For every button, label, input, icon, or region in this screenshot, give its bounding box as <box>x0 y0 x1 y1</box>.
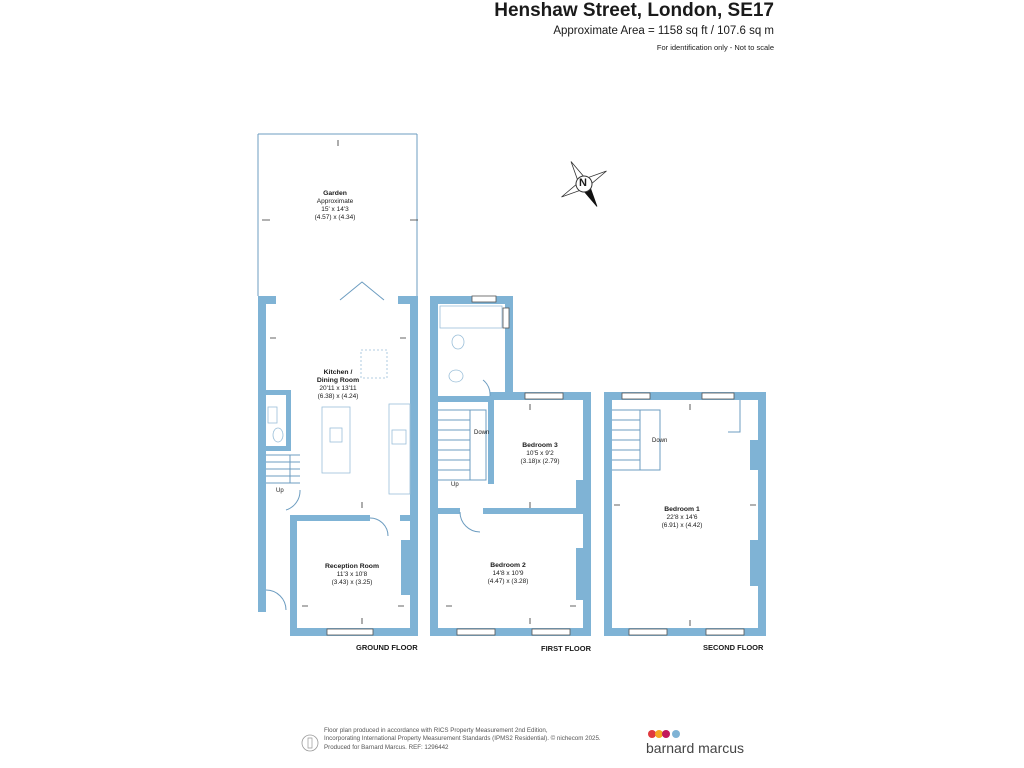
first-stairs <box>438 410 486 480</box>
second-floor-label: SECOND FLOOR <box>703 643 764 652</box>
second-right-wall <box>758 392 766 636</box>
bedroom3-left-wall <box>488 396 494 484</box>
bedroom2-dim-imperial: 14'8 x 10'9 <box>492 570 524 577</box>
hall-door <box>286 490 300 510</box>
bedroom2-label <box>468 562 548 586</box>
bifold-doors <box>340 282 384 300</box>
ground-floor-label: GROUND FLOOR <box>356 643 418 652</box>
ground-top-left-wall <box>258 296 276 304</box>
garden-name: Garden <box>323 190 347 197</box>
kitchen-dim-metric: (6.38) x (4.24) <box>317 393 359 400</box>
kitchen-name: Kitchen / <box>323 369 353 376</box>
reception-dim-metric: (3.43) x (3.25) <box>331 579 373 586</box>
bathroom-side-window <box>503 308 509 328</box>
bedroom2-door <box>460 512 480 532</box>
bathroom-window <box>472 296 496 302</box>
reception-top-wall <box>290 515 370 521</box>
bedroom3-dim-imperial: 10'5 x 9'2 <box>526 450 554 457</box>
bath <box>440 306 502 328</box>
first-stairs-down-label: Down <box>474 430 490 436</box>
second-stairs-down-label: Down <box>652 438 668 444</box>
garden-dim-imperial: 15' x 14'3 <box>321 206 349 213</box>
footer-disclaimer <box>324 727 601 752</box>
footer-line-2: Incorporating International Property Measurement Standards (IPMS2 Residential). © nichecom 2025. <box>324 735 601 743</box>
wc-top-wall <box>266 390 288 395</box>
bedroom1-name: Bedroom 1 <box>664 506 700 513</box>
bedroom1-window-bottom-right <box>706 629 744 635</box>
kitchen-name-2: Dining Room <box>316 377 360 384</box>
bedroom2-chimney <box>576 548 583 600</box>
ground-right-wall <box>410 296 418 636</box>
reception-door <box>370 518 388 536</box>
bedroom1-dim-metric: (6.91) x (4.42) <box>661 522 703 529</box>
compass-north-label: N <box>579 177 587 189</box>
reception-dim-imperial: 11'3 x 10'8 <box>336 571 368 578</box>
first-right-wall <box>583 392 591 636</box>
bathroom-door <box>483 380 490 396</box>
bedroom2-dim-metric: (4.47) x (3.28) <box>487 578 529 585</box>
bedroom1-window-right <box>702 393 734 399</box>
wc-basin <box>268 407 277 423</box>
kitchen-sink <box>330 428 342 442</box>
bedroom1-label <box>642 506 722 530</box>
bedroom1-dim-imperial: 22'8 x 14'6 <box>666 514 698 521</box>
bedroom1-window-bottom-left <box>629 629 667 635</box>
measurement-badge-icon <box>302 735 318 751</box>
reception-top-right-wall <box>400 515 418 521</box>
bedroom3-label <box>500 442 580 466</box>
landing-wall-left <box>438 508 460 514</box>
footer-line-1: Floor plan produced in accordance with RICS Property Measurement 2nd Edition, <box>324 727 548 734</box>
first-floor-label: FIRST FLOOR <box>541 644 591 653</box>
bedroom1-chimney-top <box>750 440 758 470</box>
bedroom2-window-right <box>532 629 570 635</box>
second-left-wall <box>604 392 612 636</box>
approximate-area: Approximate Area = 1158 sq ft / 107.6 sq m <box>553 25 774 37</box>
garden-note: Approximate <box>316 198 354 205</box>
bedroom3-chimney <box>576 480 583 508</box>
ground-left-wall <box>258 296 266 612</box>
bathroom-basin <box>449 370 463 382</box>
bedroom3-name: Bedroom 3 <box>522 442 558 449</box>
scale-note: For identification only - Not to scale <box>656 43 774 52</box>
first-left-wall <box>430 296 438 636</box>
first-stairs-up-label: Up <box>451 482 459 488</box>
bathroom-toilet <box>452 335 464 349</box>
bathroom-bottom-wall <box>438 396 488 402</box>
garden-dim-metric: (4.57) x (4.34) <box>314 214 356 221</box>
bedroom2-top-wall <box>483 508 583 514</box>
bedroom2-window-left <box>457 629 495 635</box>
wc-right-wall <box>286 390 291 448</box>
kitchen-dim-imperial: 20'11 x 13'11 <box>319 385 357 392</box>
property-title: Henshaw Street, London, SE17 <box>494 0 774 21</box>
bedroom1-chimney-bottom <box>750 540 758 586</box>
bedroom3-window <box>525 393 563 399</box>
ground-stairs-up-label: Up <box>276 488 284 494</box>
brand-name: barnard marcus <box>646 740 745 756</box>
kitchen-hob <box>392 430 406 444</box>
chimney-breast-ground <box>401 540 410 595</box>
reception-left-wall <box>290 515 297 636</box>
kitchen-units <box>389 404 410 494</box>
kitchen-label <box>298 369 378 401</box>
bedroom1-window-left <box>622 393 650 399</box>
wc-bottom-wall <box>266 446 291 451</box>
ground-stairs <box>266 455 300 483</box>
bedroom1-cupboard <box>728 400 740 432</box>
front-door <box>266 590 286 610</box>
bedroom2-name: Bedroom 2 <box>490 562 526 569</box>
brand-logo-dots <box>648 730 680 738</box>
reception-name: Reception Room <box>324 563 379 570</box>
bedroom3-dim-metric: (3.18)x (2.79) <box>520 458 560 465</box>
garden-label <box>290 190 380 222</box>
wc-toilet <box>273 428 283 442</box>
first-top-wall <box>430 296 512 304</box>
reception-window <box>327 629 373 635</box>
reception-label <box>312 563 392 587</box>
footer-line-3: Produced for Barnard Marcus. REF: 1296442 <box>324 743 449 751</box>
